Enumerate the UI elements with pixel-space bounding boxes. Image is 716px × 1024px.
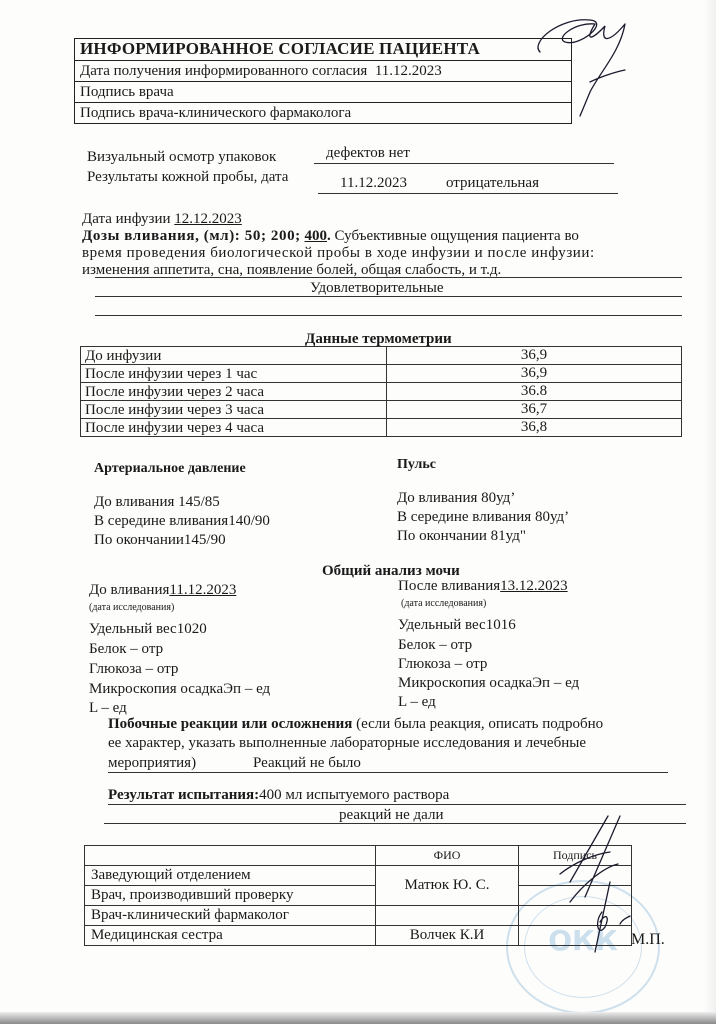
thermo-label: После инфузии через 3 часа [81,401,387,419]
pharmacologist-signature-row: Подпись врача-клинического фармаколога [75,102,571,123]
urine-after-date-caption: (дата исследования) [401,598,487,609]
fio-cell [376,906,519,926]
underline-2 [95,296,682,297]
result-line-1-text [108,787,449,804]
sensations-text-3: изменения аппетита, сна, появление болей, общая слабость, и т.д. [82,262,502,278]
underline-1 [95,277,682,278]
thermo-value: 36,7 [387,401,682,419]
urine-after-heading [398,578,568,595]
thermometry-table [80,346,682,437]
result-value-2: реакций не дали [339,807,444,823]
header-signature: Подпись [519,846,632,866]
sensations-text-1: Субъективные ощущения пациента во [330,228,579,244]
thermo-value: 36,9 [387,365,682,383]
scan-edge [704,0,716,1012]
infusion-date-label: Дата инфузии [82,211,171,227]
urine-before-date: 11.12.2023 [169,582,237,598]
urine-before-glucose: Глюкоза – отр [89,661,179,677]
stamp-text: ОКК [548,924,618,957]
visual-inspection-line [314,145,614,164]
skin-test-label: Результаты кожной пробы, дата [87,169,289,185]
table-row [81,347,682,365]
urine-after-label: После вливания [398,578,501,594]
side-effects-text-1: (если была реакция, описать подробно [352,716,604,732]
urine-before-heading [89,582,236,599]
bp-end: По окончании145/90 [94,532,226,548]
scan-bottom-edge [0,1012,716,1024]
fio-merged-cell: Матюк Ю. С. [376,866,519,906]
thermo-value: 36,8 [387,419,682,437]
doses-last: 400 [304,228,328,244]
urine-before-date-caption: (дата исследования) [89,602,175,613]
visual-inspection-value: дефектов нет [326,145,410,161]
doctor-signature-row: Подпись врача [75,81,571,102]
doses-label: Дозы вливания, (мл): 50; 200; [82,228,301,244]
thermo-label: После инфузии через 2 часа [81,383,387,401]
pulse-end: По окончании 81уд" [397,528,526,544]
blood-pressure-title: Артериальное давление [94,461,246,476]
visual-inspection-label: Визуальный осмотр упаковок [87,149,277,165]
side-effects-text-2: ее характер, указать выполненные лабораторные исследования и лечебные [108,735,586,751]
sensations-value: Удовлетворительные [310,280,444,296]
handwritten-signature-icon [520,12,670,117]
result-line-1 [108,787,686,805]
urine-before-protein: Белок – отр [89,641,164,657]
urine-before-leukocytes: L – ед [89,700,127,716]
role-cell: Врач, производивший проверку [85,886,376,906]
urine-before-gravity: Удельный вес1020 [89,621,207,637]
consent-date-row [75,60,571,81]
table-row [81,365,682,383]
underline-3 [95,315,682,316]
handwritten-signature-icon [550,812,640,962]
thermo-label: После инфузии через 1 час [81,365,387,383]
result-label: Результат испытания: [108,787,260,803]
urine-before-label: До вливания [89,582,170,598]
side-effects-text-3: мероприятия) [108,755,197,771]
bp-before: До вливания 145/85 [94,494,220,510]
side-effects-line-1 [108,716,603,733]
sensations-text-2: время проведения биологической пробы в ходе инфузии и после инфузии: [82,245,595,261]
skin-test-line [318,173,618,194]
urine-after-date: 13.12.2023 [500,578,568,594]
doses-dot: . [327,228,331,244]
table-row [81,401,682,419]
side-effects-line-3 [108,754,668,773]
consent-date-value: 11.12.2023 [374,63,442,79]
role-cell: Врач-клинический фармаколог [85,906,376,926]
thermo-label: После инфузии через 4 часа [81,419,387,437]
consent-header-table [74,38,572,124]
skin-test-date: 11.12.2023 [340,175,407,191]
skin-test-result: отрицательная [446,175,539,191]
urine-after-protein: Белок – отр [398,637,473,653]
thermo-label: До инфузии [81,347,387,365]
header-fio: ФИО [376,846,519,866]
header-empty-cell [85,846,376,866]
role-cell: Медицинская сестра [85,926,376,946]
pulse-before: До вливания 80уд’ [397,490,516,506]
pulse-middle: В середине вливания 80уд’ [397,509,570,525]
urine-after-glucose: Глюкоза – отр [398,656,488,672]
urine-after-microscopy: Микроскопия осадкаЭп – ед [398,675,580,691]
result-value-1: 400 мл испытуемого раствора [259,787,450,803]
urine-after-gravity: Удельный вес1016 [398,617,516,633]
thermo-value: 36,9 [387,347,682,365]
urine-after-leukocytes: L – ед [398,694,436,710]
pulse-title: Пульс [397,457,437,472]
table-row [81,419,682,437]
side-effects-label: Побочные реакции или осложнения [108,716,353,732]
infusion-date-value: 12.12.2023 [174,211,242,227]
doses-line [82,228,682,245]
document-title: ИНФОРМИРОВАННОЕ СОГЛАСИЕ ПАЦИЕНТА [80,39,480,58]
side-effects-value: Реакций не было [253,755,361,771]
thermometry-title: Данные термометрии [305,331,452,347]
thermo-value: 36.8 [387,383,682,401]
urine-before-microscopy: Микроскопия осадкаЭп – ед [89,681,271,697]
bp-middle: В середине вливания140/90 [94,513,270,529]
seal-label: М.П. [631,931,665,948]
role-cell: Заведующий отделением [85,866,376,886]
fio-cell: Волчек К.И [376,926,519,946]
infusion-date [82,211,242,228]
urinalysis-title: Общий анализ мочи [322,563,460,579]
table-row [81,383,682,401]
consent-date-label: Дата получения информированного согласия [80,63,368,79]
